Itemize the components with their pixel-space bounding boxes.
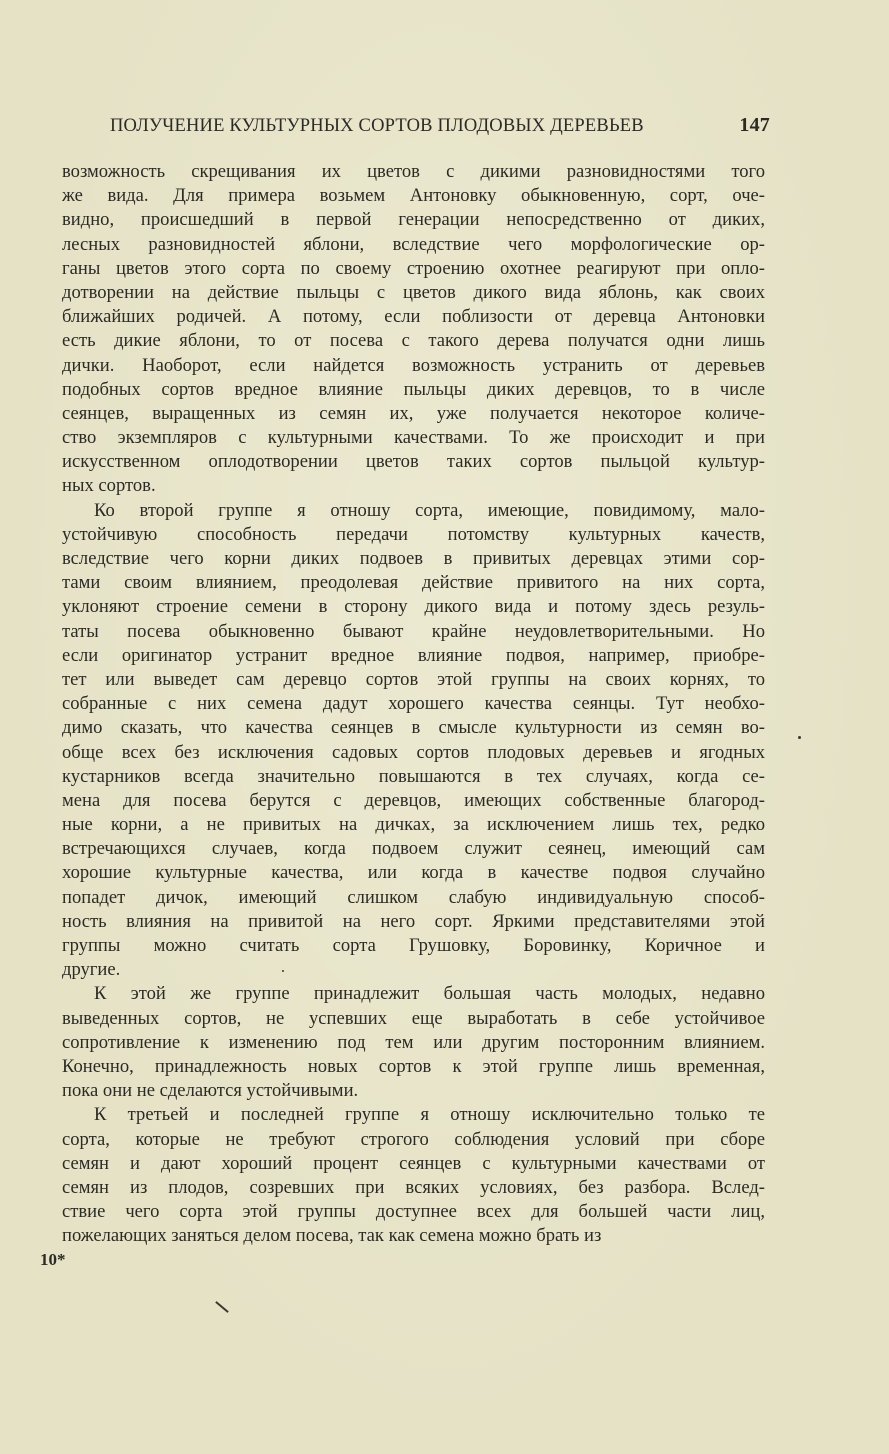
text-line: К этой же группе принадлежит большая часть молодых, недавно — [94, 983, 765, 1005]
text-line: Ко второй группе я отношу сорта, имеющие, повидимому, мало- — [94, 499, 765, 521]
body-text — [62, 160, 765, 1248]
text-line: ство экземпляров с культурными качествами. То же происходит и при — [62, 427, 765, 449]
text-line: искусственном оплодотворении цветов таких сортов пыльцой культур- — [62, 451, 765, 473]
text-line: дички. Наоборот, если найдется возможность устранить от деревьев — [62, 354, 765, 376]
text-line: ные корни, а не привитых на дичках, за исключением лишь тех, редко — [62, 814, 765, 836]
text-line: группы можно считать сорта Грушовку, Боровинку, Коричное и — [62, 935, 765, 956]
running-head-title: ПОЛУЧЕНИЕ КУЛЬТУРНЫХ СОРТОВ ПЛОДОВЫХ ДЕРЕВЬЕВ — [110, 116, 644, 136]
ink-speck — [282, 970, 284, 972]
text-line: тами своим влиянием, преодолевая действие привитого на них сорта, — [62, 572, 765, 594]
text-line: есть дикие яблони, то от посева с такого дерева получатся одни лишь — [62, 330, 765, 352]
text-line: сорта, которые не требуют строгого соблюдения условий при сборе — [62, 1128, 765, 1150]
text-line: ных сортов. — [62, 475, 156, 497]
text-line: устойчивую способность передачи потомству культурных качеств, — [62, 523, 765, 545]
text-line: кустарников всегда значительно повышаются в тех случаях, когда се- — [62, 765, 765, 787]
text-line: ность влияния на привитой на него сорт. Яркими представителями этой — [62, 910, 765, 932]
text-line: семян и дают хороший процент сеянцев с культурными качествами от — [62, 1152, 765, 1174]
text-line: тет или выведет сам деревцо сортов этой группы на своих корнях, то — [62, 668, 765, 690]
text-line: сопротивление к изменению под тем или другим посторонним влиянием. — [62, 1031, 765, 1053]
page-number: 147 — [739, 114, 770, 136]
ink-stroke — [215, 1301, 229, 1313]
text-line: К третьей и последней группе я отношу исключительно только те — [94, 1104, 765, 1126]
text-line: лесных разновидностей яблони, вследствие чего морфологические ор- — [62, 233, 765, 255]
text-line: уклоняют строение семени в сторону дикого вида и потому здесь резуль- — [62, 596, 765, 618]
text-line: пока они не сделаются устойчивыми. — [62, 1080, 359, 1102]
text-line: дотворении на действие пыльцы с цветов дикого вида яблонь, как своих — [62, 281, 765, 303]
text-line: видно, происшедший в первой генерации непосредственно от диких, — [62, 209, 765, 231]
text-line: вследствие чего корни диких подвоев в привитых деревцах этими сор- — [62, 548, 765, 569]
text-line: хорошие культурные качества, или когда в качестве подвоя случайно — [62, 862, 765, 884]
text-line: же вида. Для примера возьмем Антоновку обыкновенную, сорт, оче- — [62, 185, 765, 207]
text-line: димо сказать, что качества сеянцев в смысле культурности из семян во- — [62, 717, 765, 739]
text-line: Конечно, принадлежность новых сортов к этой группе лишь временная, — [62, 1055, 765, 1077]
text-line: обще всех без исключения садовых сортов плодовых деревьев и ягодных — [62, 741, 765, 763]
text-line: сеянцев, выращенных из семян их, уже получается некоторое количе- — [62, 402, 765, 424]
text-line: семян из плодов, созревших при всяких условиях, без разбора. Вслед- — [62, 1176, 765, 1198]
signature-mark: 10* — [40, 1250, 66, 1269]
text-line: другие. — [62, 959, 121, 981]
running-head — [110, 114, 770, 144]
text-line: ствие чего сорта этой группы доступнее всех для большей части лиц, — [62, 1201, 765, 1223]
text-line: возможность скрещивания их цветов с дикими разновидностями того — [62, 161, 765, 182]
text-line: попадет дичок, имеющий слишком слабую индивидуальную способ- — [62, 886, 765, 908]
text-line: пожелающих заняться делом посева, так как семена можно брать из — [62, 1225, 602, 1247]
text-line: подобных сортов вредное влияние пыльцы диких деревцов, то в числе — [62, 378, 765, 400]
text-line: ганы цветов этого сорта по своему строению охотнее реагируют при опло- — [62, 257, 765, 279]
text-line: выведенных сортов, не успевших еще выработать в себе устойчивое — [62, 1007, 765, 1029]
text-line: таты посева обыкновенно бывают крайне неудовлетворительными. Но — [62, 620, 765, 642]
text-line: ближайших родичей. А потому, если поблизости от деревца Антоновки — [62, 306, 765, 328]
ink-speck — [798, 736, 801, 739]
text-line: собранные с них семена дадут хорошего качества сеянцы. Тут необхо- — [62, 693, 765, 715]
text-line: мена для посева берутся с деревцов, имеющих собственные благород- — [62, 789, 765, 811]
text-line: если оригинатор устранит вредное влияние подвоя, например, приобре- — [62, 644, 765, 666]
text-line: встречающихся случаев, когда подвоем служит сеянец, имеющий сам — [62, 838, 765, 860]
